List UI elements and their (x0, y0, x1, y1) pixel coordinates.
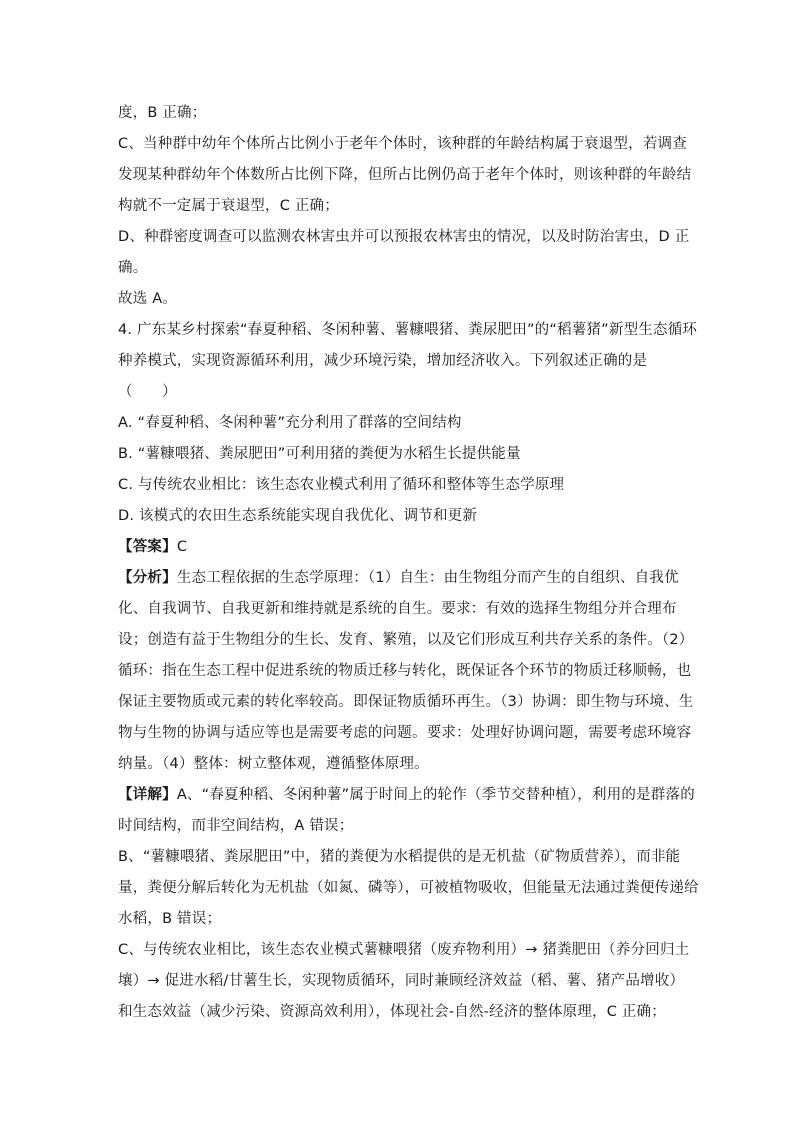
analysis-line-6: 物与生物的协调与适应等也是需要考虑的问题。要求：处理好协调问题，需要考虑环境容 (118, 725, 692, 741)
answer-value: C (176, 539, 188, 555)
prev-option-c-line-3: 构就不一定属于衰退型，C 正确； (118, 198, 339, 214)
detail-line-7: 壤）→ 促进水稻/甘薯生长，实现物质循环，同时兼顾经济效益（稻、薯、猪产品增收） (118, 973, 685, 989)
question-option-a: A. “春夏种稻、冬闲种薯”充分利用了群落的空间结构 (118, 415, 462, 431)
prev-option-c-line-1: C、当种群中幼年个体所占比例小于老年个体时，该种群的年龄结构属于衰退型，若调查 (118, 136, 687, 152)
prev-option-b-tail: 度，B 正确； (118, 105, 207, 121)
detail-tag: 【详解】 (118, 787, 177, 803)
question-option-d: D. 该模式的农田生态系统能实现自我优化、调节和更新 (118, 508, 478, 524)
prev-option-d-line-1: D、种群密度调查可以监测农林害虫并可以预报农林害虫的情况，以及时防治害虫，D 正 (118, 229, 690, 245)
detail-line-1 (118, 780, 695, 811)
detail-first-text: A、“春夏种稻、冬闲种薯”属于时间上的轮作（季节交替种植），利用的是群落的 (176, 787, 695, 803)
answer-tag: 【答案】 (118, 539, 177, 555)
detail-line-4: 量，粪便分解后转化为无机盐（如氮、磷等），可被植物吸收，但能量无法通过粪便传递给 (118, 880, 699, 896)
analysis-line-2: 化、自我调节、自我更新和维持就是系统的自生。要求：有效的选择生物组分并合理布 (118, 601, 677, 617)
detail-line-6: C、与传统农业相比，该生态农业模式薯糠喂猪（废弃物利用）→ 猪粪肥田（养分回归土 (118, 942, 690, 958)
prev-option-d-line-2: 确。 (118, 260, 148, 276)
prev-choice: 故选 A。 (118, 291, 178, 307)
analysis-line-3: 设；创造有益于生物组分的生长、发育、繁殖，以及它们形成互利共存关系的条件。（2） (118, 632, 694, 648)
analysis-line-5: 保证主要物质或元素的转化率较高。即保证物质循环再生。（3）协调：即生物与环境、生 (118, 694, 694, 710)
detail-line-3: B、“薯糠喂猪、粪尿肥田”中，猪的粪便为水稻提供的是无机盐（矿物质营养），而非能 (118, 849, 681, 865)
document-page (118, 98, 699, 1028)
analysis-tag: 【分析】 (118, 570, 177, 586)
answer-line (118, 532, 678, 563)
question-stem-line-3: （ ） (118, 384, 177, 400)
detail-line-5: 水稻，B 错误； (118, 911, 222, 927)
question-option-b: B. “薯糠喂猪、粪尿肥田”可利用猪的粪便为水稻生长提供能量 (118, 446, 521, 462)
analysis-first-text: 生态工程依据的生态学原理：（1）自生：由生物组分而产生的自组织、自我优 (176, 570, 679, 586)
analysis-line-7: 纳量。（4）整体：树立整体观，遵循整体原理。 (118, 756, 429, 772)
detail-line-2: 时间结构，而非空间结构，A 错误； (118, 818, 354, 834)
analysis-line-4: 循环：指在生态工程中促进系统的物质迁移与转化，既保证各个环节的物质迁移顺畅，也 (118, 663, 692, 679)
question-stem-line-2: 种养模式，实现资源循环利用，减少环境污染，增加经济收入。下列叙述正确的是 (118, 353, 648, 369)
question-stem-line-1: 4. 广东某乡村探索“春夏种稻、冬闲种薯、薯糠喂猪、粪尿肥田”的“稻薯猪”新型生态循环 (118, 322, 698, 338)
question-option-c: C. 与传统农业相比：该生态农业模式利用了循环和整体等生态学原理 (118, 477, 565, 493)
detail-line-8: 和生态效益（减少污染、资源高效利用），体现社会-自然-经济的整体原理，C 正确； (118, 1004, 666, 1020)
analysis-line-1 (118, 563, 678, 594)
prev-option-c-line-2: 发现某种群幼年个体数所占比例下降，但所占比例仍高于老年个体时，则该种群的年龄结 (118, 167, 692, 183)
